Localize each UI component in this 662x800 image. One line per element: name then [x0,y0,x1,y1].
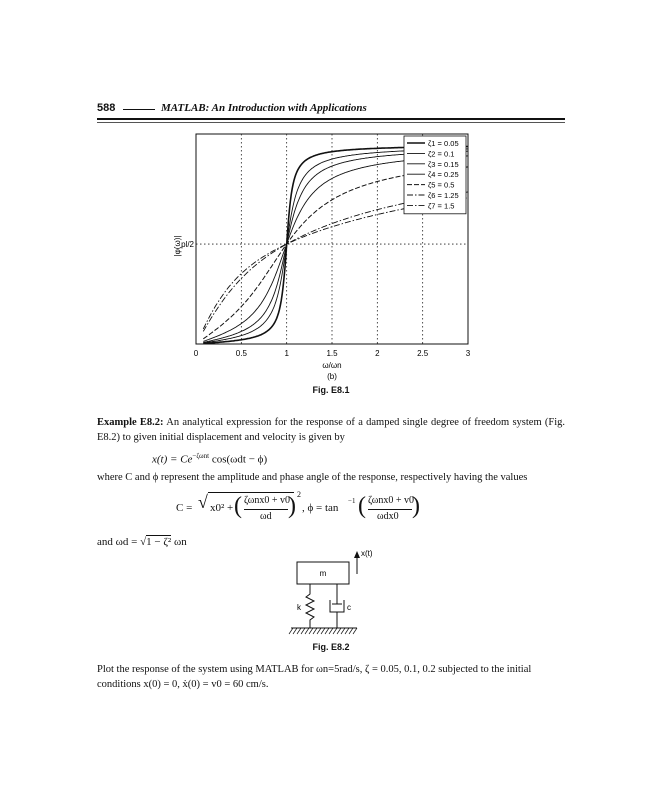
eq2-den: ωd [260,511,272,522]
eq2-x0sq: x0² + [210,502,234,514]
eq1-exponent: −ζωnt [192,452,210,460]
eq1-rhs: cos(ωdt − ϕ) [209,453,268,466]
eq2-num: ζωnx0 + v0 [244,495,291,506]
ground-hatch [289,628,357,634]
x-arrow-head [354,551,360,558]
y-tick-label: pl/2 [181,240,194,250]
x-tick-label: 0.5 [235,349,247,358]
x-tick-label: 1 [284,349,289,358]
final-line-2: conditions x(0) = 0, ẋ(0) = v0 = 60 cm/s. [97,679,269,690]
hatch-line [329,628,333,634]
hatch-line [349,628,353,634]
eq3-rad: 1 − ζ² [146,536,172,548]
fig2-caption: Fig. E8.2 [312,642,350,652]
series-line [203,198,468,329]
damper-label: c [347,603,351,612]
where-paragraph: where C and ϕ represent the amplitude and phase angle of the response, respectively having the values [97,472,528,483]
eq2-inverse: −1 [348,497,356,505]
x-tick-label: 2 [375,349,380,358]
spring-label: k [297,603,301,612]
eq2-square: 2 [297,490,301,499]
sqrt-bar [208,492,294,493]
hatch-line [321,628,325,634]
mass-spring-damper-diagram [285,548,395,638]
example-text: An analytical expression for the response of a damped single degree of freedom system (Fig. E8.2) to given initial displacement and velocity is given by [97,417,566,443]
legend-entry: ζ5 = 0.5 [428,180,455,190]
eq2-phi: , ϕ = tan [302,502,339,514]
frac-bar [244,509,288,510]
hatch-line [325,628,329,634]
y-axis-label: |φ(ω)| [173,235,182,257]
page-header [97,102,565,116]
legend-entry: ζ1 = 0.05 [428,139,459,148]
hatch-line [337,628,341,634]
legend-entry: ζ2 = 0.1 [428,149,455,159]
example-paragraph [97,415,565,445]
example-label: Example E8.2: [97,417,164,428]
fig1-caption: Fig. E8.1 [312,385,350,395]
chart-sublabel: (b) [327,372,337,381]
hatch-line [353,628,357,634]
x-tick-label: 1.5 [326,349,338,358]
legend-entry: ζ3 = 0.15 [428,159,459,169]
x-tick-labels [194,349,471,358]
legend-entry: ζ7 = 1.5 [428,201,455,211]
eq2-c: C = [176,502,193,514]
mass-label: m [319,569,327,578]
x-axis-label: ω/ωn [322,361,342,370]
sqrt-sign: √ [198,492,208,512]
running-title: MATLAB: An Introduction with Applications [161,102,367,114]
hatch-line [301,628,305,634]
x-tick-label: 2.5 [417,349,429,358]
chart-legend [404,136,466,214]
paren2-left: ( [358,493,366,519]
paren2-right: ) [412,493,420,519]
eq3-and: and [97,536,113,548]
equation-amplitude-phase [176,492,436,528]
spring [306,584,314,628]
header-rule [97,118,565,120]
hatch-line [345,628,349,634]
hatch-line [341,628,345,634]
hatch-line [297,628,301,634]
final-line-1: Plot the response of the system using MATLAB for ωn=5rad/s, ζ = 0.05, 0.1, 0.2 subjected to the initial [97,664,532,675]
eq1-lhs: x(t) = Ce [152,453,193,466]
paren-right: ) [288,493,296,519]
header-dash [123,109,155,110]
x-label: x(t) [361,549,373,558]
x-tick-label: 0 [193,349,199,358]
hatch-line [289,628,293,634]
page-number: 588 [97,102,116,114]
hatch-line [293,628,297,634]
paren-left: ( [234,493,242,519]
hatch-line [333,628,337,634]
legend-entry: ζ6 = 1.25 [428,191,459,200]
eq2-num2: ζωnx0 + v0 [368,495,415,506]
header-rule-thin [97,122,565,123]
x-tick-label: 3 [465,349,471,358]
equation-damped-freq: and ωd = √1 − ζ² ωn [97,536,187,548]
final-paragraph [97,662,565,692]
legend-entry: ζ4 = 0.25 [428,170,459,180]
hatch-line [317,628,321,634]
phase-response-chart [160,128,490,384]
frac2-bar [368,509,412,510]
equation-response [152,452,267,466]
eq3-rhs: ωn [173,536,187,548]
hatch-line [309,628,313,634]
hatch-line [313,628,317,634]
hatch-line [305,628,309,634]
eq2-den2: ωdx0 [377,511,399,522]
eq3-lhs: ωd = [115,536,138,548]
